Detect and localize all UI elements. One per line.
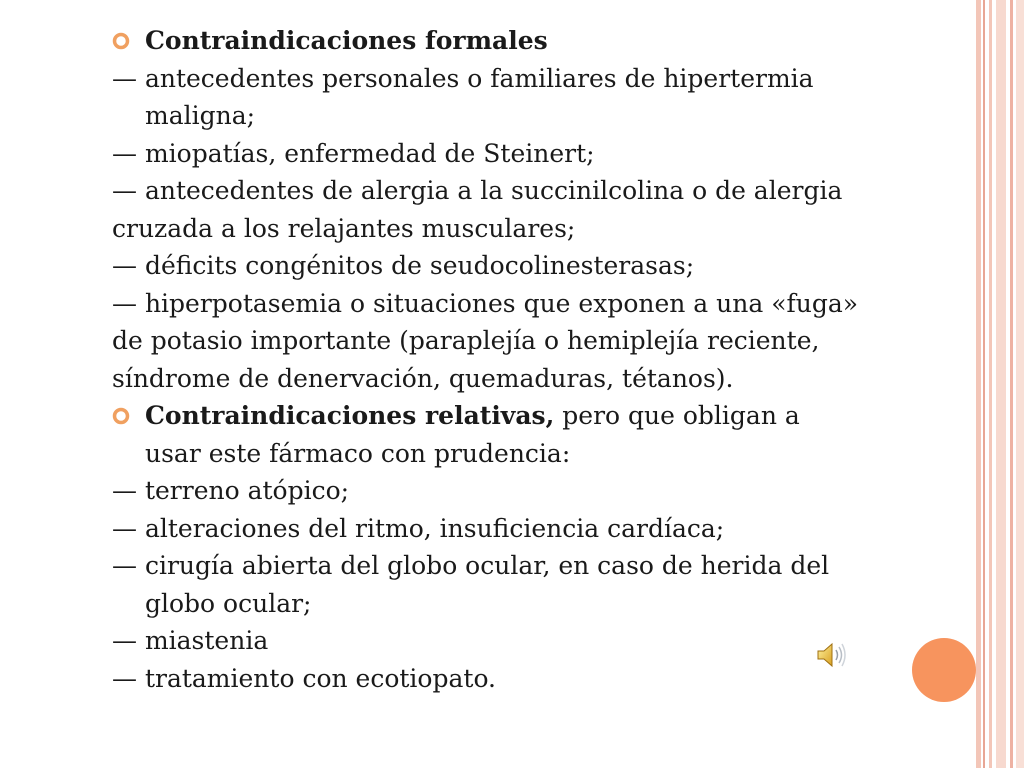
list-item <box>112 172 972 210</box>
list-item <box>112 60 972 135</box>
stripe <box>1010 0 1013 768</box>
section-heading-relativas <box>112 397 972 472</box>
circle-bullet-icon <box>112 407 130 425</box>
heading-text-line2: usar este fármaco con prudencia: <box>145 438 571 468</box>
stripe <box>976 0 981 768</box>
list-item <box>112 360 972 398</box>
item-line: — déficits congénitos de seudocolinesterasas; <box>112 251 695 280</box>
stripe <box>989 0 992 768</box>
stripe <box>996 0 1006 768</box>
item-line: — antecedentes personales o familiares de hipertermia <box>112 63 814 93</box>
item-line: — miopatías, enfermedad de Steinert; <box>112 138 595 168</box>
item-line: cruzada a los relajantes musculares; <box>112 213 576 243</box>
item-line: — hiperpotasemia o situaciones que exponen a una «fuga» <box>112 288 859 318</box>
item-line: — antecedentes de alergia a la succinilcolina o de alergia <box>112 176 843 205</box>
item-line: síndrome de denervación, quemaduras, tétanos). <box>112 363 734 393</box>
decorative-circle <box>912 638 976 702</box>
heading-text: Contraindicaciones formales <box>145 26 548 55</box>
list-item <box>112 285 972 323</box>
list-item <box>112 247 972 285</box>
item-line: — alteraciones del ritmo, insuficiencia cardíaca; <box>112 513 725 543</box>
list-item <box>112 510 972 548</box>
section-heading-formales <box>112 22 972 60</box>
speaker-icon[interactable] <box>815 640 847 670</box>
list-item <box>112 472 972 510</box>
list-item <box>112 547 972 622</box>
item-line: — miastenia <box>112 626 269 655</box>
stripe <box>1016 0 1024 768</box>
list-item <box>112 135 972 173</box>
item-line: — terreno atópico; <box>112 476 350 505</box>
slide-content <box>112 22 972 697</box>
item-line: — tratamiento con ecotiopato. <box>112 663 496 693</box>
heading-text-bold: Contraindicaciones relativas, <box>145 401 555 430</box>
list-item <box>112 322 972 360</box>
item-line: globo ocular; <box>145 588 312 618</box>
heading-text-rest: pero que obligan a <box>554 401 800 430</box>
stripe <box>983 0 985 768</box>
decorative-stripes <box>976 0 1024 768</box>
item-line: de potasio importante (paraplejía o hemiplejía reciente, <box>112 326 820 355</box>
list-item <box>112 210 972 248</box>
circle-bullet-icon <box>112 32 130 50</box>
item-line: — cirugía abierta del globo ocular, en caso de herida del <box>112 551 830 580</box>
item-line: maligna; <box>145 101 256 130</box>
